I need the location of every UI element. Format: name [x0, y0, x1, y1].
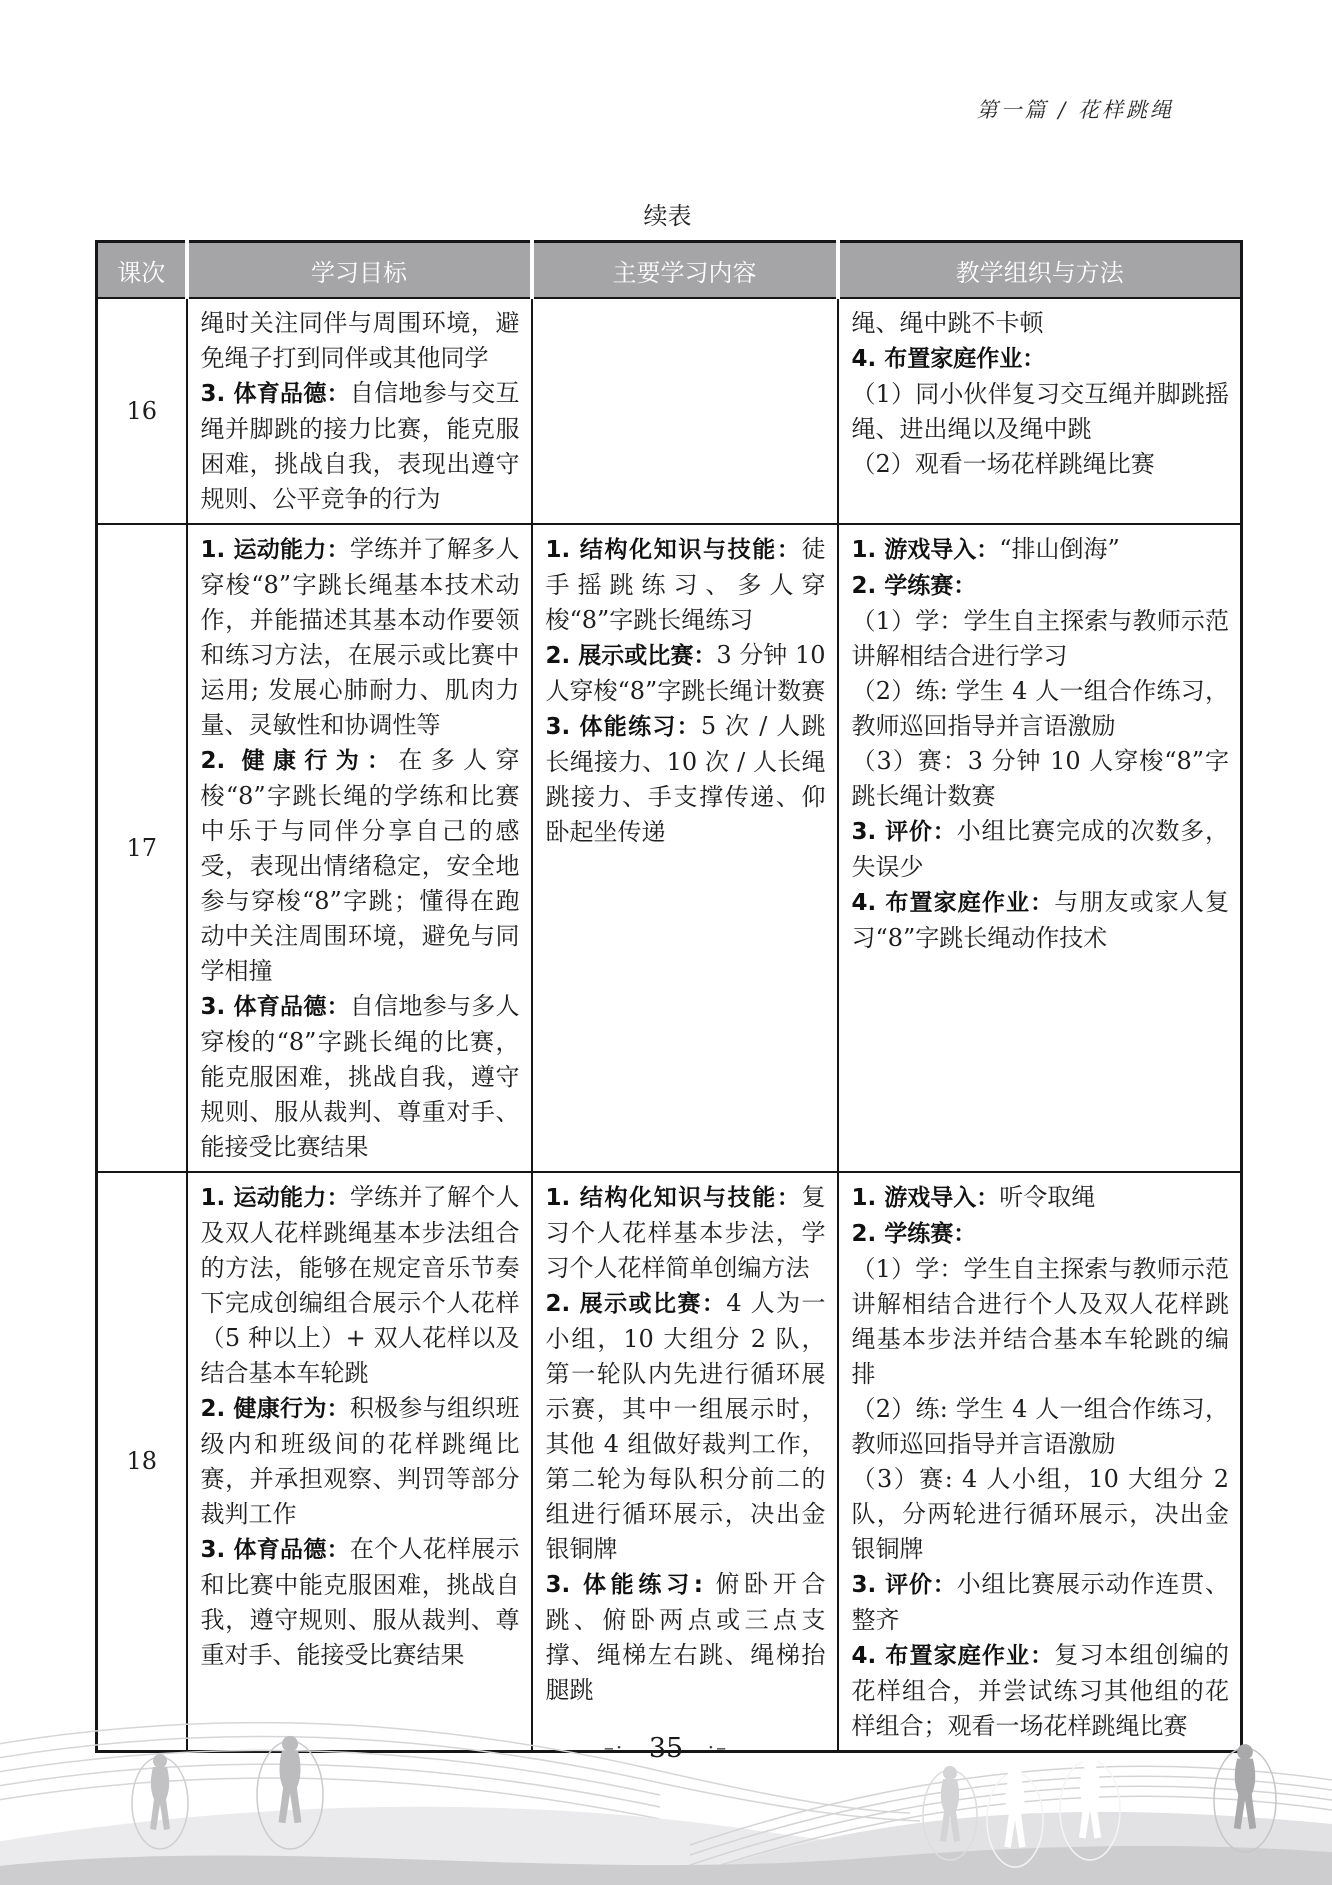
paragraph: 3. 评价：小组比赛展示动作连贯、整齐	[851, 1570, 1230, 1634]
paragraph: 2. 展示或比赛：3 分钟 10 人穿梭“8”字跳长绳计数赛	[545, 641, 826, 705]
objectives-cell	[187, 524, 532, 1172]
paragraph: 1. 运动能力：学练并了解个人及双人花样跳绳基本步法组合的方法，能够在规定音乐节奏下完成创编组合展示个人花样（5 种以上）+ 双人花样以及结合基本车轮跳	[200, 1183, 520, 1387]
paragraph: 1. 结构化知识与技能：徒手摇跳练习、多人穿梭“8”字跳长绳练习	[545, 535, 826, 634]
paragraph: 3. 体能练习：5 次 / 人跳长绳接力、10 次 / 人长绳跳接力、手支撑传递、仰卧起坐传递	[545, 712, 826, 846]
page-header: 第一篇 / 花样跳绳	[976, 98, 1174, 122]
table-header-row	[97, 242, 1242, 299]
paragraph: （1）学：学生自主探索与教师示范讲解相结合进行个人及双人花样跳绳基本步法并结合基本车轮跳的编排	[851, 1255, 1229, 1388]
paragraph: （3）赛: 4 人小组，10 大组分 2 队，分两轮进行循环展示，决出金银铜牌	[851, 1465, 1229, 1563]
content-cell	[532, 1172, 838, 1752]
paragraph: 2. 展示或比赛：4 人为一小组，10 大组分 2 队，第一轮队内先进行循环展示赛，其中一组展示时，其他 4 组做好裁判工作，第二轮为每队积分前二的组进行循环展示，决出金银铜牌	[545, 1289, 826, 1563]
objectives-cell	[187, 298, 532, 524]
content-cell	[532, 524, 838, 1172]
paragraph: 3. 评价：小组比赛完成的次数多，失误少	[851, 817, 1230, 881]
paragraph: 绳、绳中跳不卡顿	[851, 309, 1044, 337]
content-cell	[532, 298, 838, 524]
lesson-number: 18	[97, 1172, 187, 1752]
paragraph: 3. 体能练习: 俯卧开合跳、俯卧两点或三点支撑、绳梯左右跳、绳梯抬腿跳	[545, 1570, 826, 1704]
paragraph: 2. 健康行为：在多人穿梭“8”字跳长绳的学练和比赛中乐于与同伴分享自己的感受，表现出情绪稳定，安全地参与穿梭“8”字跳；懂得在跑动中关注周围环境，避免与同学相撞	[200, 746, 520, 985]
column-header-1: 课次	[97, 242, 187, 299]
paragraph: 2. 学练赛：	[851, 1221, 977, 1247]
paragraph: 绳时关注同伴与周围环境，避免绳子打到同伴或其他同学	[200, 309, 520, 372]
page-number-prefix: –·	[603, 1735, 625, 1759]
lesson-table	[95, 240, 1243, 1753]
lesson-number: 17	[97, 524, 187, 1172]
footer-decoration	[0, 1695, 1332, 1885]
page-number-value: 35	[648, 1733, 684, 1764]
table-row-lesson-17	[97, 524, 1242, 1172]
paragraph: （1）学：学生自主探索与教师示范讲解相结合进行学习	[851, 607, 1229, 670]
paragraph: 2. 健康行为：积极参与组织班级内和班级间的花样跳绳比赛，并承担观察、判罚等部分裁判工作	[200, 1394, 520, 1528]
table-row-lesson-18	[97, 1172, 1242, 1752]
paragraph: 4. 布置家庭作业：	[851, 346, 1046, 372]
page-number	[0, 1733, 1332, 1764]
methods-cell	[838, 1172, 1242, 1752]
paragraph: （2）观看一场花样跳绳比赛	[851, 450, 1155, 478]
paragraph: （1）同小伙伴复习交互绳并脚跳摇绳、进出绳以及绳中跳	[851, 380, 1229, 443]
paragraph: 2. 学练赛：	[851, 573, 977, 599]
methods-cell	[838, 298, 1242, 524]
column-header-4: 教学组织与方法	[838, 242, 1242, 299]
objectives-cell	[187, 1172, 532, 1752]
page-number-suffix: ·–	[707, 1735, 729, 1759]
lesson-number: 16	[97, 298, 187, 524]
paragraph: 1. 结构化知识与技能：复习个人花样基本步法，学习个人花样简单创编方法	[545, 1183, 826, 1282]
methods-cell	[838, 524, 1242, 1172]
table-row-lesson-16	[97, 298, 1242, 524]
paragraph: 4. 布置家庭作业：复习本组创编的花样组合，并尝试练习其他组的花样组合；观看一场花样跳绳比赛	[851, 1641, 1229, 1740]
column-header-2: 学习目标	[187, 242, 532, 299]
paragraph: （2）练: 学生 4 人一组合作练习，教师巡回指导并言语激励	[851, 677, 1229, 740]
column-header-3: 主要学习内容	[532, 242, 838, 299]
paragraph: 1. 运动能力：学练并了解多人穿梭“8”字跳长绳基本技术动作，并能描述其基本动作要领和练习方法，在展示或比赛中运用; 发展心肺耐力、肌肉力量、灵敏性和协调性等	[200, 535, 520, 739]
paragraph: 3. 体育品德：自信地参与多人穿梭的“8”字跳长绳的比赛，能克服困难，挑战自我，遵守规则、服从裁判、尊重对手、能接受比赛结果	[200, 992, 520, 1161]
paragraph: 1. 游戏导入：“排山倒海”	[851, 535, 1120, 563]
paragraph: 3. 体育品德：自信地参与交互绳并脚跳的接力比赛，能克服困难，挑战自我，表现出遵守规则、公平竞争的行为	[200, 379, 520, 513]
paragraph: 3. 体育品德：在个人花样展示和比赛中能克服困难，挑战自我，遵守规则、服从裁判、尊重对手、能接受比赛结果	[200, 1535, 520, 1669]
paragraph: （2）练: 学生 4 人一组合作练习，教师巡回指导并言语激励	[851, 1395, 1229, 1458]
paragraph: （3）赛：3 分钟 10 人穿梭“8”字跳长绳计数赛	[851, 747, 1229, 810]
paragraph: 4. 布置家庭作业：与朋友或家人复习“8”字跳长绳动作技术	[851, 888, 1229, 952]
paragraph: 1. 游戏导入：听令取绳	[851, 1183, 1096, 1211]
table-caption: 续表	[643, 202, 692, 230]
